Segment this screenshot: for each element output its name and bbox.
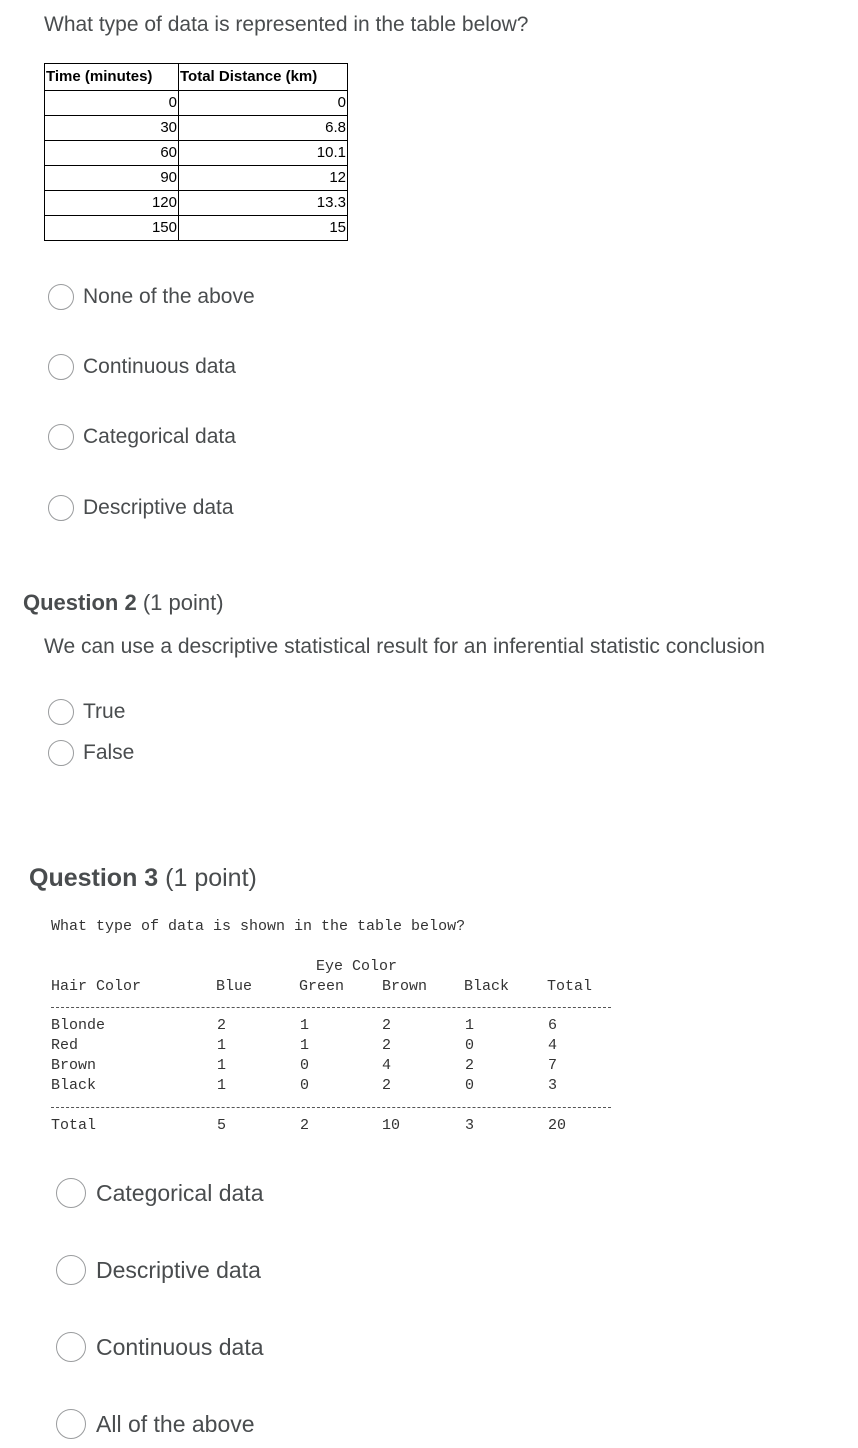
table-cell: 120 (45, 191, 179, 216)
row-label: Red (51, 1037, 79, 1054)
table-cell: 5 (217, 1117, 227, 1134)
table-row (45, 166, 348, 191)
question-1-prompt: What type of data is represented in the table below? (44, 13, 529, 36)
table-cell: 15 (179, 216, 348, 241)
radio-button[interactable] (48, 740, 74, 766)
option-label: False (83, 741, 135, 764)
q3-option-all-of-the-above[interactable] (56, 1409, 255, 1439)
table-cell: 2 (465, 1057, 475, 1074)
option-label: Categorical data (83, 425, 236, 448)
option-label: None of the above (83, 285, 255, 308)
table-header-row (45, 64, 348, 91)
table-cell: 2 (382, 1017, 392, 1034)
row-label: Brown (51, 1057, 97, 1074)
col-header-brown: Brown (382, 978, 428, 995)
table-cell: 2 (382, 1037, 392, 1054)
table-cell: 1 (300, 1017, 310, 1034)
row-label: Black (51, 1077, 97, 1094)
option-label: Continuous data (83, 355, 236, 378)
table-cell: 20 (548, 1117, 567, 1134)
table-cell: 6.8 (179, 116, 348, 141)
radio-button[interactable] (56, 1178, 86, 1208)
table-row (45, 91, 348, 116)
question-3-title: Question 3 (29, 864, 159, 892)
q3-option-categorical-data[interactable] (56, 1178, 264, 1208)
table-cell: 2 (382, 1077, 392, 1094)
question-2-points: (1 point) (142, 590, 224, 615)
table-cell: 0 (45, 91, 179, 116)
q3-option-continuous-data[interactable] (56, 1332, 264, 1362)
table-cell: 6 (548, 1017, 558, 1034)
table-cell: 4 (548, 1037, 558, 1054)
table-cell: 0 (300, 1057, 310, 1074)
table-divider (51, 1007, 611, 1008)
table-cell: 1 (217, 1077, 227, 1094)
q2-option-false[interactable] (48, 740, 134, 766)
question-2-prompt: We can use a descriptive statistical result for an inferential statistic conclusion (44, 635, 765, 658)
question-3-heading (29, 864, 257, 893)
table-cell: 1 (217, 1037, 227, 1054)
radio-button[interactable] (56, 1255, 86, 1285)
table-cell: 7 (548, 1057, 558, 1074)
question-2-heading (23, 590, 224, 616)
table-cell: 150 (45, 216, 179, 241)
table-divider (51, 1107, 611, 1108)
col-header-total: Total (547, 978, 593, 995)
table-cell: 3 (548, 1077, 558, 1094)
radio-button[interactable] (48, 699, 74, 725)
col-header-blue: Blue (216, 978, 253, 995)
table-cell: 13.3 (179, 191, 348, 216)
option-label: True (83, 700, 126, 723)
radio-button[interactable] (56, 1409, 86, 1439)
table-row (45, 116, 348, 141)
option-label: All of the above (96, 1410, 255, 1437)
col-header-green: Green (299, 978, 345, 995)
q1-option-none-of-the-above[interactable] (48, 284, 255, 310)
option-label: Continuous data (96, 1333, 264, 1360)
q1-option-descriptive-data[interactable] (48, 495, 234, 521)
radio-button[interactable] (48, 284, 74, 310)
table-cell: 12 (179, 166, 348, 191)
table-cell: 2 (300, 1117, 310, 1134)
table-cell: 0 (300, 1077, 310, 1094)
table-row (45, 191, 348, 216)
q1-option-continuous-data[interactable] (48, 354, 236, 380)
radio-button[interactable] (56, 1332, 86, 1362)
radio-button[interactable] (48, 495, 74, 521)
col-header-black: Black (464, 978, 510, 995)
table-cell: 10 (382, 1117, 401, 1134)
option-label: Categorical data (96, 1179, 264, 1206)
table-cell: 1 (217, 1057, 227, 1074)
table-cell: 0 (465, 1077, 475, 1094)
eye-color-group-header: Eye Color (316, 958, 398, 975)
table-cell: 0 (465, 1037, 475, 1054)
table-header-time: Time (minutes) (45, 64, 179, 91)
table-cell: 90 (45, 166, 179, 191)
table-cell: 10.1 (179, 141, 348, 166)
option-label: Descriptive data (96, 1256, 261, 1283)
totals-label: Total (51, 1117, 97, 1134)
table-cell: 60 (45, 141, 179, 166)
question-2-title: Question 2 (23, 590, 137, 615)
radio-button[interactable] (48, 424, 74, 450)
table-cell: 1 (465, 1017, 475, 1034)
question-3-prompt: What type of data is shown in the table below? (51, 918, 466, 935)
table-cell: 2 (217, 1017, 227, 1034)
table-cell: 0 (179, 91, 348, 116)
table-cell: 30 (45, 116, 179, 141)
table-cell: 3 (465, 1117, 475, 1134)
table-header-distance: Total Distance (km) (179, 64, 348, 91)
q2-option-true[interactable] (48, 699, 125, 725)
option-label: Descriptive data (83, 496, 234, 519)
table-cell: 1 (300, 1037, 310, 1054)
table-row (45, 216, 348, 241)
col-header-hair-color: Hair Color (51, 978, 142, 995)
question-3-points: (1 point) (165, 864, 257, 892)
radio-button[interactable] (48, 354, 74, 380)
q1-option-categorical-data[interactable] (48, 424, 236, 450)
q3-option-descriptive-data[interactable] (56, 1255, 261, 1285)
table-row (45, 141, 348, 166)
row-label: Blonde (51, 1017, 106, 1034)
table-cell: 4 (382, 1057, 392, 1074)
distance-table (44, 63, 348, 241)
